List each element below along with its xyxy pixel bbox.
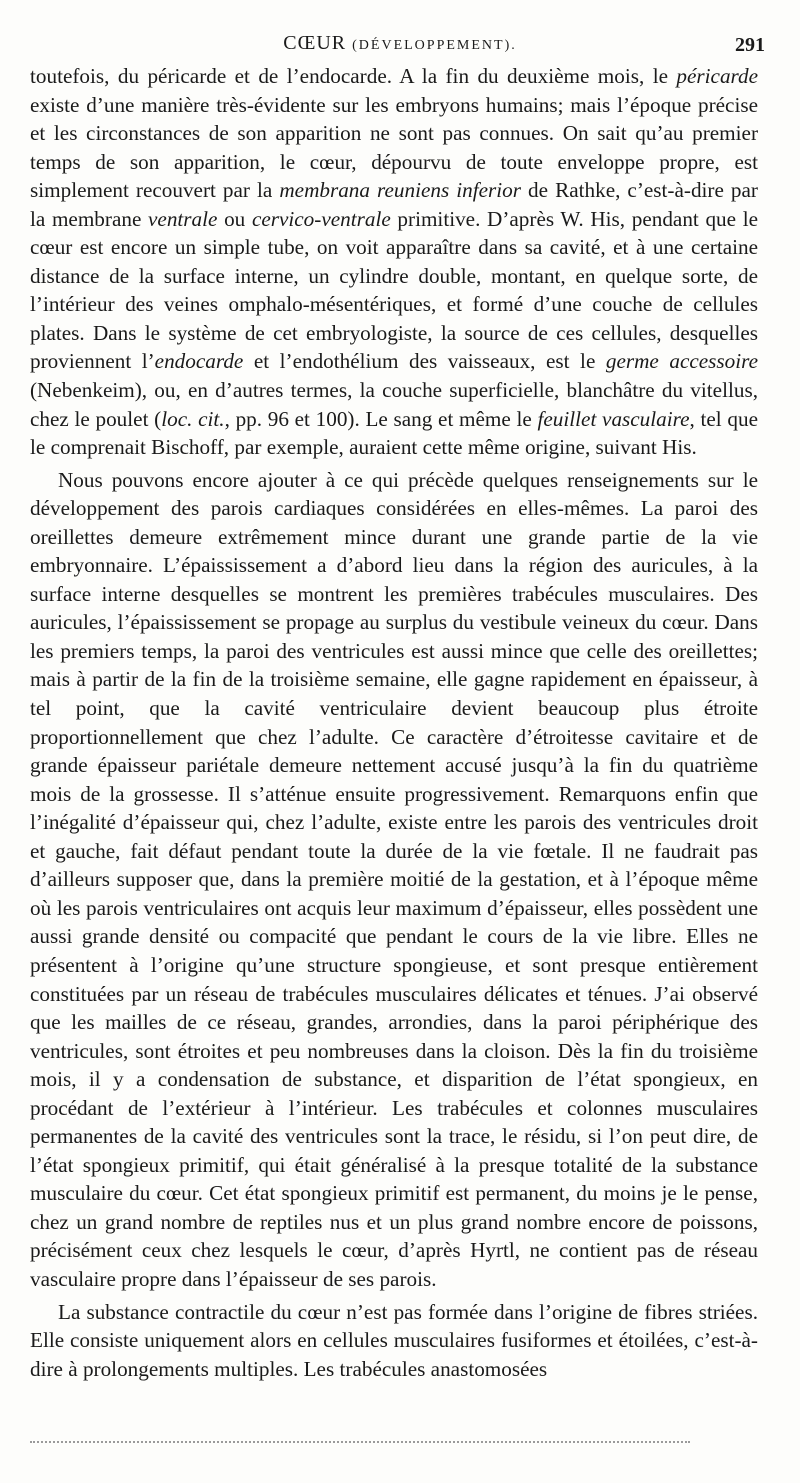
- text-segment: et l’endothélium des vaisseaux, est le: [243, 349, 606, 374]
- paragraph-1: [30, 62, 758, 462]
- running-head-title: [0, 32, 800, 55]
- text-segment: ou: [217, 206, 252, 231]
- bottom-dotted-rule: [30, 1441, 690, 1443]
- italic-term: endocarde: [154, 349, 244, 374]
- header-title: CŒUR: [283, 32, 347, 54]
- italic-term: péricarde: [676, 64, 758, 88]
- italic-term: feuillet vasculaire: [537, 406, 690, 431]
- italic-term: cervico-ventrale: [251, 206, 391, 231]
- italic-term: germe accessoire: [605, 349, 758, 374]
- text-segment: , tel que le comprenait Bischoff, par exemple, auraient cette même origine, suivant His.: [30, 406, 758, 460]
- text-segment: toutefois, du péricarde et de l’endocarde. A la fin du deuxième mois, le: [30, 64, 677, 88]
- italic-term: membrana reuniens inferior: [279, 178, 521, 203]
- italic-term: ventrale: [148, 206, 218, 231]
- running-head: [0, 30, 800, 60]
- paragraph-2: Nous pouvons encore ajouter à ce qui précède quelques renseignements sur le développement des parois cardiaques considérées en elles-mêmes. La paroi des oreillettes demeure extrêmement mince durant une grande partie de la vie embryonnaire. L’épaississement a d’abord lieu dans la région des auricules, à la surface interne desquelles se montrent les premières trabécules musculaires. Des auricules, l’épaississement se propage au surplus du vestibule veineux du cœur. Dans les premiers temps, la paroi des ventricules est aussi mince que celle des oreillettes; mais à partir de la fin de la troisième semaine, elle gagne rapidement en épaisseur, à tel point, que la cavité ventriculaire devient beaucoup plus étroite proportionnellement que chez l’adulte. Ce caractère d’étroitesse cavitaire et de grande épaisseur pariétale demeure nettement accusé jusqu’à la fin du quatrième mois de la grossesse. Il s’atténue ensuite progressivement. Remarquons enfin que l’inégalité d’épaisseur qui, chez l’adulte, existe entre les parois des ventricules droit et gauche, fait défaut pendant toute la durée de la vie fœtale. Il ne faudrait pas d’ailleurs supposer que, dans la première moitié de la gestation, et à l’époque même où les parois ventriculaires ont acquis leur maximum d’épaisseur, elles possèdent une aussi grande densité ou compacité que pendant le cours de la vie libre. Elles ne présentent à l’origine qu’une structure spongieuse, et sont presque entièrement constituées par un réseau de trabécules musculaires délicates et ténues. J’ai observé que les mailles de ce réseau, grandes, arrondies, dans la paroi périphérique des ventricules, sont étroites et peu nombreuses dans la cloison. Dès la fin du troisième mois, il y a condensation de substance, et disparition de l’état spongieux, en procédant de l’extérieur à l’intérieur. Les trabécules et colonnes musculaires permanentes de la cavité des ventricules sont la trace, le résidu, si l’on peut dire, de l’état spongieux primitif, qui était généralisé à la presque totalité de la substance musculaire du cœur. Cet état spongieux primitif est permanent, du moins je le pense, chez un grand nombre de reptiles nus et un plus grand nombre encore de poissons, précisément ceux chez lesquels le cœur, d’après Hyrtl, ne contient pas de réseau vasculaire propre dans l’épaisseur de ses parois.: [30, 467, 758, 1291]
- text-segment: de Rathke, c’est-à-dire par la membrane: [30, 178, 758, 231]
- body-text: [30, 62, 758, 1383]
- paragraph-3: La substance contractile du cœur n’est pas formée dans l’origine de fibres striées. Elle consiste uniquement alors en cellules musculaires fusiformes et étoilées, c’est-à-dire à prolongements multiples. Les trabécules anastomosées: [30, 1299, 758, 1381]
- page-number: 291: [735, 34, 765, 56]
- text-segment: (Nebenkeim), ou, en d’autres termes, la couche superficielle, blanchâtre du vitellus, chez le poulet (: [30, 378, 758, 431]
- italic-term: loc. cit.: [161, 406, 225, 431]
- text-segment: existe d’une manière très-évidente sur les embryons humains; mais l’époque précise et les circonstances de son apparition ne sont pas connues. On sait qu’au premier temps de son apparition, le cœur, dépourvu de toute enveloppe propre, est simplement recouvert par la: [30, 92, 758, 203]
- text-segment: primitive. D’après W. His, pendant que le cœur est encore un simple tube, on voit apparaître dans sa cavité, et à une certaine distance de la surface interne, un cylindre double, montant, en quelque sorte, de l’intérieur des veines omphalo-mésentériques, et formé d’une couche de cellules plates. Dans le système de cet embryologiste, la source de ces cellules, desquelles proviennent l’: [30, 206, 758, 374]
- header-subtitle: (DÉVELOPPEMENT).: [352, 38, 517, 53]
- text-segment: , pp. 96 et 100). Le sang et même le: [224, 406, 538, 431]
